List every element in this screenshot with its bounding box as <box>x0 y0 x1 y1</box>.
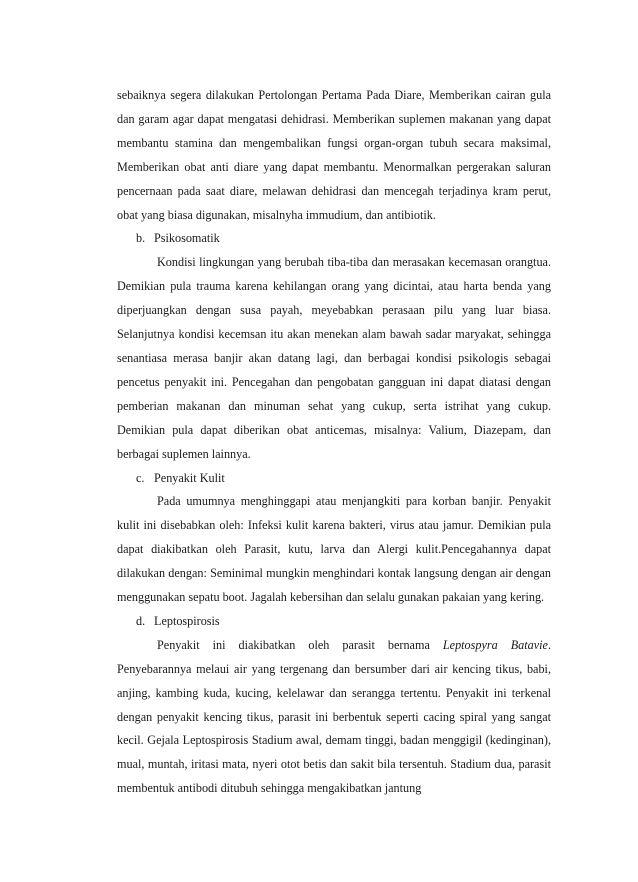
species-name: Leptospyra Batavie <box>442 637 548 652</box>
section-title: Psikosomatik <box>154 231 220 246</box>
body-text-after: . Penyebarannya melaui air yang tergenang dan bersumber dari air kencing tikus, babi, anjing, kambing kuda, kucing, kelelawar dan serangga tertentu. Penyakit ini terkenal dengan penyakit kencing tikus, parasit ini berbentuk seperti cacing spiral yang sangat kecil. Gejala Leptospirosis Stadium awal, demam tinggi, badan menggigil (kedinginan), mual, muntah, iritasi mata, nyeri otot betis dan sakit bila tersentuh. Stadium dua, parasit membentuk antibodi ditubuh sehingga mengakibatkan jantung <box>117 637 551 796</box>
section-heading-leptospirosis <box>117 610 551 634</box>
section-body-psikosomatik: Kondisi lingkungan yang berubah tiba-tiba dan merasakan kecemasan orangtua. Demikian pula trauma karena kehilangan orang yang dicintai, atau harta benda yang diperjuangkan dengan susa payah, meyebabkan perasaan pilu yang luar biasa. Selanjutnya kondisi kecemsan itu akan menekan alam bawah sadar maryakat, sehingga senantiasa merasa banjir akan datang lagi, dan berbagai kondisi psikologis sebagai pencetus penyakit ini. Pencegahan dan pengobatan gangguan ini dapat diatasi dengan pemberian makanan dan minuman sehat yang cukup, serta istrihat yang cukup. Demikian pula dapat diberikan obat anticemas, misalnya: Valium, Diazepam, dan berbagai suplemen lainnya. <box>117 255 551 461</box>
section-title: Leptospirosis <box>154 613 220 628</box>
section-body-leptospirosis <box>117 634 551 801</box>
section-letter: b. <box>136 231 146 246</box>
section-heading-penyakit-kulit <box>117 467 551 491</box>
intro-paragraph: sebaiknya segera dilakukan Pertolongan Pertama Pada Diare, Memberikan cairan gula dan garam agar dapat mengatasi dehidrasi. Memberikan suplemen makanan yang dapat membantu stamina dan mengembalikan fungsi organ-organ tubuh secara maksimal, Memberikan obat anti diare yang dapat membantu. Menormalkan pergerakan saluran pencernaan pada saat diare, melawan dehidrasi dan mencegah terjadinya kram perut, obat yang biasa digunakan, misalnyha immudium, dan antibiotik. <box>117 88 551 222</box>
section-heading-psikosomatik <box>117 227 551 251</box>
document-page <box>117 84 551 801</box>
section-letter: c. <box>136 470 145 485</box>
section-letter: d. <box>136 613 146 628</box>
section-title: Penyakit Kulit <box>154 470 225 485</box>
body-text-before: Penyakit ini diakibatkan oleh parasit bernama <box>157 637 443 652</box>
section-body-penyakit-kulit: Pada umumnya menghinggapi atau menjangkiti para korban banjir. Penyakit kulit ini disebabkan oleh: Infeksi kulit karena bakteri, virus atau jamur. Demikian pula dapat diakibatkan oleh Parasit, kutu, larva dan Alergi kulit.Pencegahannya dapat dilakukan dengan: Seminimal mungkin menghindari kontak langsung dengan air dengan menggunakan sepatu boot. Jagalah kebersihan dan selalu gunakan pakaian yang kering. <box>117 494 551 605</box>
